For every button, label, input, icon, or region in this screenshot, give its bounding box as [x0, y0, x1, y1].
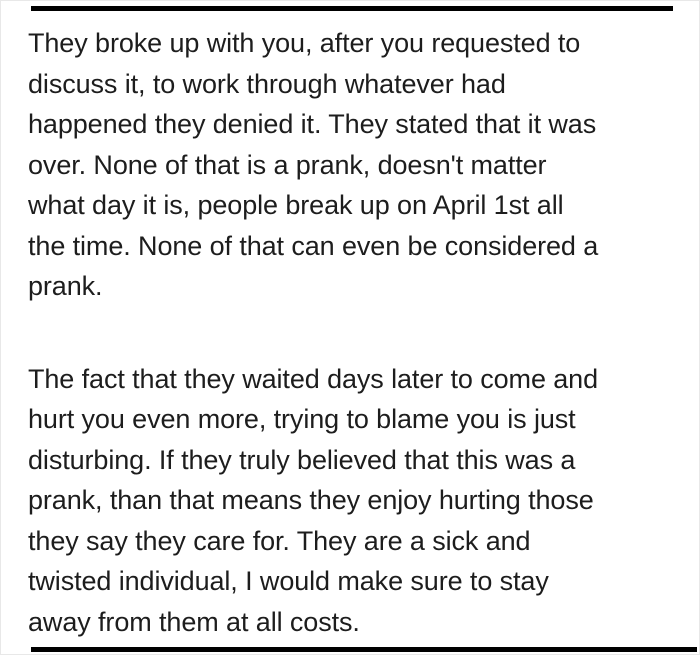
comment-paragraph — [28, 23, 679, 307]
top-crop-separator — [31, 6, 673, 11]
comment-line: they say they care for. They are a sick and — [28, 525, 531, 556]
comment-line: the time. None of that can even be considered a — [28, 230, 599, 261]
comment-line: happened they denied it. They stated that it was — [28, 109, 597, 139]
comment-line: away from them at all costs. — [28, 606, 360, 637]
comment-line: twisted individual, I would make sure to stay — [28, 566, 549, 596]
comment-paragraph — [28, 359, 679, 643]
comment-line: over. None of that is a prank, doesn't matter — [28, 149, 547, 180]
comment-line: what day it is, people break up on April 1st all — [28, 190, 564, 220]
comment-line: They broke up with you, after you requested to — [28, 28, 581, 58]
comment-text — [28, 23, 679, 642]
comment-line: prank, than that means they enjoy hurting those — [28, 485, 594, 515]
comment-line: discuss it, to work through whatever had — [28, 68, 506, 99]
comment-line: disturbing. If they truly believed that this was a — [28, 444, 576, 475]
bottom-crop-separator — [31, 647, 697, 652]
comment-line: hurt you even more, trying to blame you is just — [28, 404, 576, 434]
comment-line: prank. — [28, 271, 103, 301]
comment-line: The fact that they waited days later to come and — [28, 363, 599, 394]
